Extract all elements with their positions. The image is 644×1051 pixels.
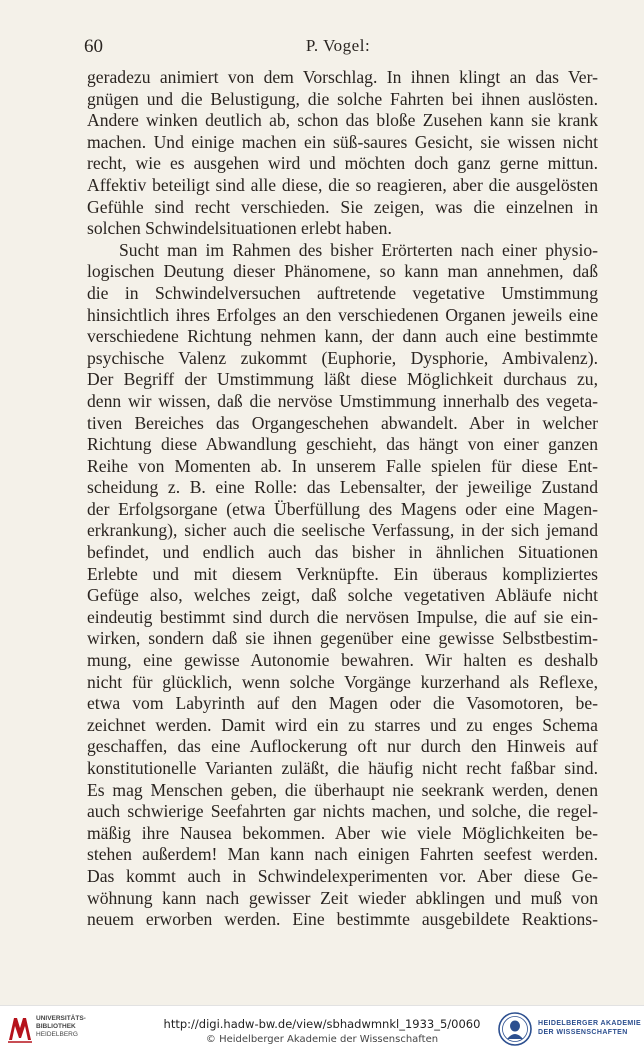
text-line: hinsichtlich ihres Erfolges an den verschiedenen Organen jeweils eine (87, 304, 598, 325)
text-line: machen. Und einige machen ein süß-saures Gesicht, sie wissen nicht (87, 131, 598, 152)
text-line: zeichnet werden. Damit wird ein zu starres und zu enges Schema (87, 714, 598, 735)
ub-heidelberg-wordmark[interactable]: UNIVERSITÄTS- BIBLIOTHEK HEIDELBERG (36, 1015, 86, 1038)
running-head: P. Vogel: (305, 36, 371, 55)
text-line: Gefüge also, welches zeigt, daß solche vegetativen Abläufe nicht (87, 585, 598, 606)
text-line: recht, wie es ausgehen wird und möchten doch ganz gerne mittun. (87, 153, 598, 174)
text-line: befindet, und endlich auch das bisher in ähnlichen Situationen (87, 542, 598, 563)
text-line: mung, eine gewisse Autonomie bewahren. Wir halten es deshalb (87, 650, 598, 671)
hadw-wordmark[interactable]: HEIDELBERGER AKADEMIE DER WISSENSCHAFTEN (538, 1020, 642, 1036)
text-line: gnügen und die Belustigung, die solche Fahrten bei ihnen auslösten. (87, 88, 598, 109)
text-line: wirken, sondern daß sie ihnen gegenüber eine gewisse Selbstbestim- (87, 628, 598, 649)
text-line: psychische Valenz zukommt (Euphorie, Dysphorie, Ambivalenz). (87, 347, 598, 368)
page-number: 60 (84, 36, 103, 57)
text-line: Reihe von Momenten ab. In unserem Falle spielen für diese Ent- (87, 455, 598, 476)
text-line: Sucht man im Rahmen des bisher Erörterten nach einer physio- (119, 239, 598, 260)
text-line: die in Schwindelversuchen auftretende vegetative Umstimmung (87, 282, 598, 303)
text-line: verschiedene Richtung nehmen kann, der dann auch eine bestimmte (87, 326, 598, 347)
text-line: auch schwierige Seefahrten gar nichts machen, und solche, die regel- (87, 801, 598, 822)
text-line: Der Begriff der Umstimmung läßt diese Möglichkeit durchaus zu, (87, 369, 598, 390)
text-line: tiven Bereiches das Organgeschehen abwandelt. Aber in welcher (87, 412, 598, 433)
text-line: denn wir wissen, daß die nervöse Umstimmung innerhalb des vegeta- (87, 390, 598, 411)
text-line: konstitutionelle Varianten zuläßt, die häufig nicht recht faßbar sind. (87, 758, 598, 778)
text-line: geradezu animiert von dem Vorschlag. In ihnen klingt an das Ver- (87, 67, 598, 87)
hadw-seal-icon[interactable] (498, 1012, 532, 1046)
text-line: logischen Deutung dieser Phänomene, so kann man annehmen, daß (87, 261, 598, 282)
text-line: Das kommt auch in Schwindelexperimenten vor. Aber diese Ge- (87, 865, 598, 886)
text-line: erkrankung), sicher auch die seelische Verfassung, in der sich jemand (87, 520, 598, 541)
text-line: Andere winken deutlich ab, schon das bloße Zusehen kann sie krank (87, 110, 598, 131)
text-line: scheidung z. B. eine Rolle: das Lebensalter, der jeweilige Zustand (87, 477, 598, 498)
text-line: stehen außerdem! Man kann nach einigen Fahrten seefest werden. (87, 844, 598, 865)
copyright-notice: © Heidelberger Akademie der Wissenschaften (205, 1034, 439, 1045)
permalink-url[interactable]: http://digi.hadw-bw.de/view/sbhadwmnkl_1933_5/0060 (163, 1017, 481, 1031)
text-line: Erlebte und mit diesem Verknüpfte. Ein überaus kompliziertes (87, 563, 598, 584)
text-line: nicht für glücklich, wenn solche Vorgänge kurzerhand als Reflexe, (87, 671, 598, 692)
text-line: solchen Schwindelsituationen erlebt haben. (87, 218, 392, 239)
text-line: mäßig ihre Nausea bekommen. Aber wie viele Möglichkeiten be- (87, 822, 598, 843)
text-line: Gefühle sind recht verschieden. Sie zeigen, was die einzelnen in (87, 196, 598, 217)
viewer-footer (0, 1005, 644, 1051)
text-line: geschaffen, das eine Auflockerung oft nur durch den Hinweis auf (87, 736, 598, 757)
text-line: Affektiv beteiligt sind alle diese, die so reagieren, aber die ausgelösten (87, 174, 598, 195)
text-line: etwa vom Labyrinth auf den Magen oder die Vasomotoren, be- (87, 693, 598, 714)
text-line: der Erfolgsorgane (etwa Überfüllung des Magens oder eine Magen- (87, 498, 598, 519)
text-line: eindeutig bestimmt sind durch die nervösen Impulse, die auf sie ein- (87, 606, 598, 627)
text-line: Richtung diese Abwandlung geschieht, das hängt von einer ganzen (87, 434, 598, 455)
text-line: Es mag Menschen geben, die überhaupt nie seekrank werden, denen (87, 779, 598, 800)
text-line: neuem erworben werden. Eine bestimmte ausgebildete Reaktions- (87, 909, 598, 930)
body-text (87, 67, 598, 931)
text-line: wöhnung kann nach gewisser Zeit wieder abklingen und muß von (87, 887, 598, 908)
